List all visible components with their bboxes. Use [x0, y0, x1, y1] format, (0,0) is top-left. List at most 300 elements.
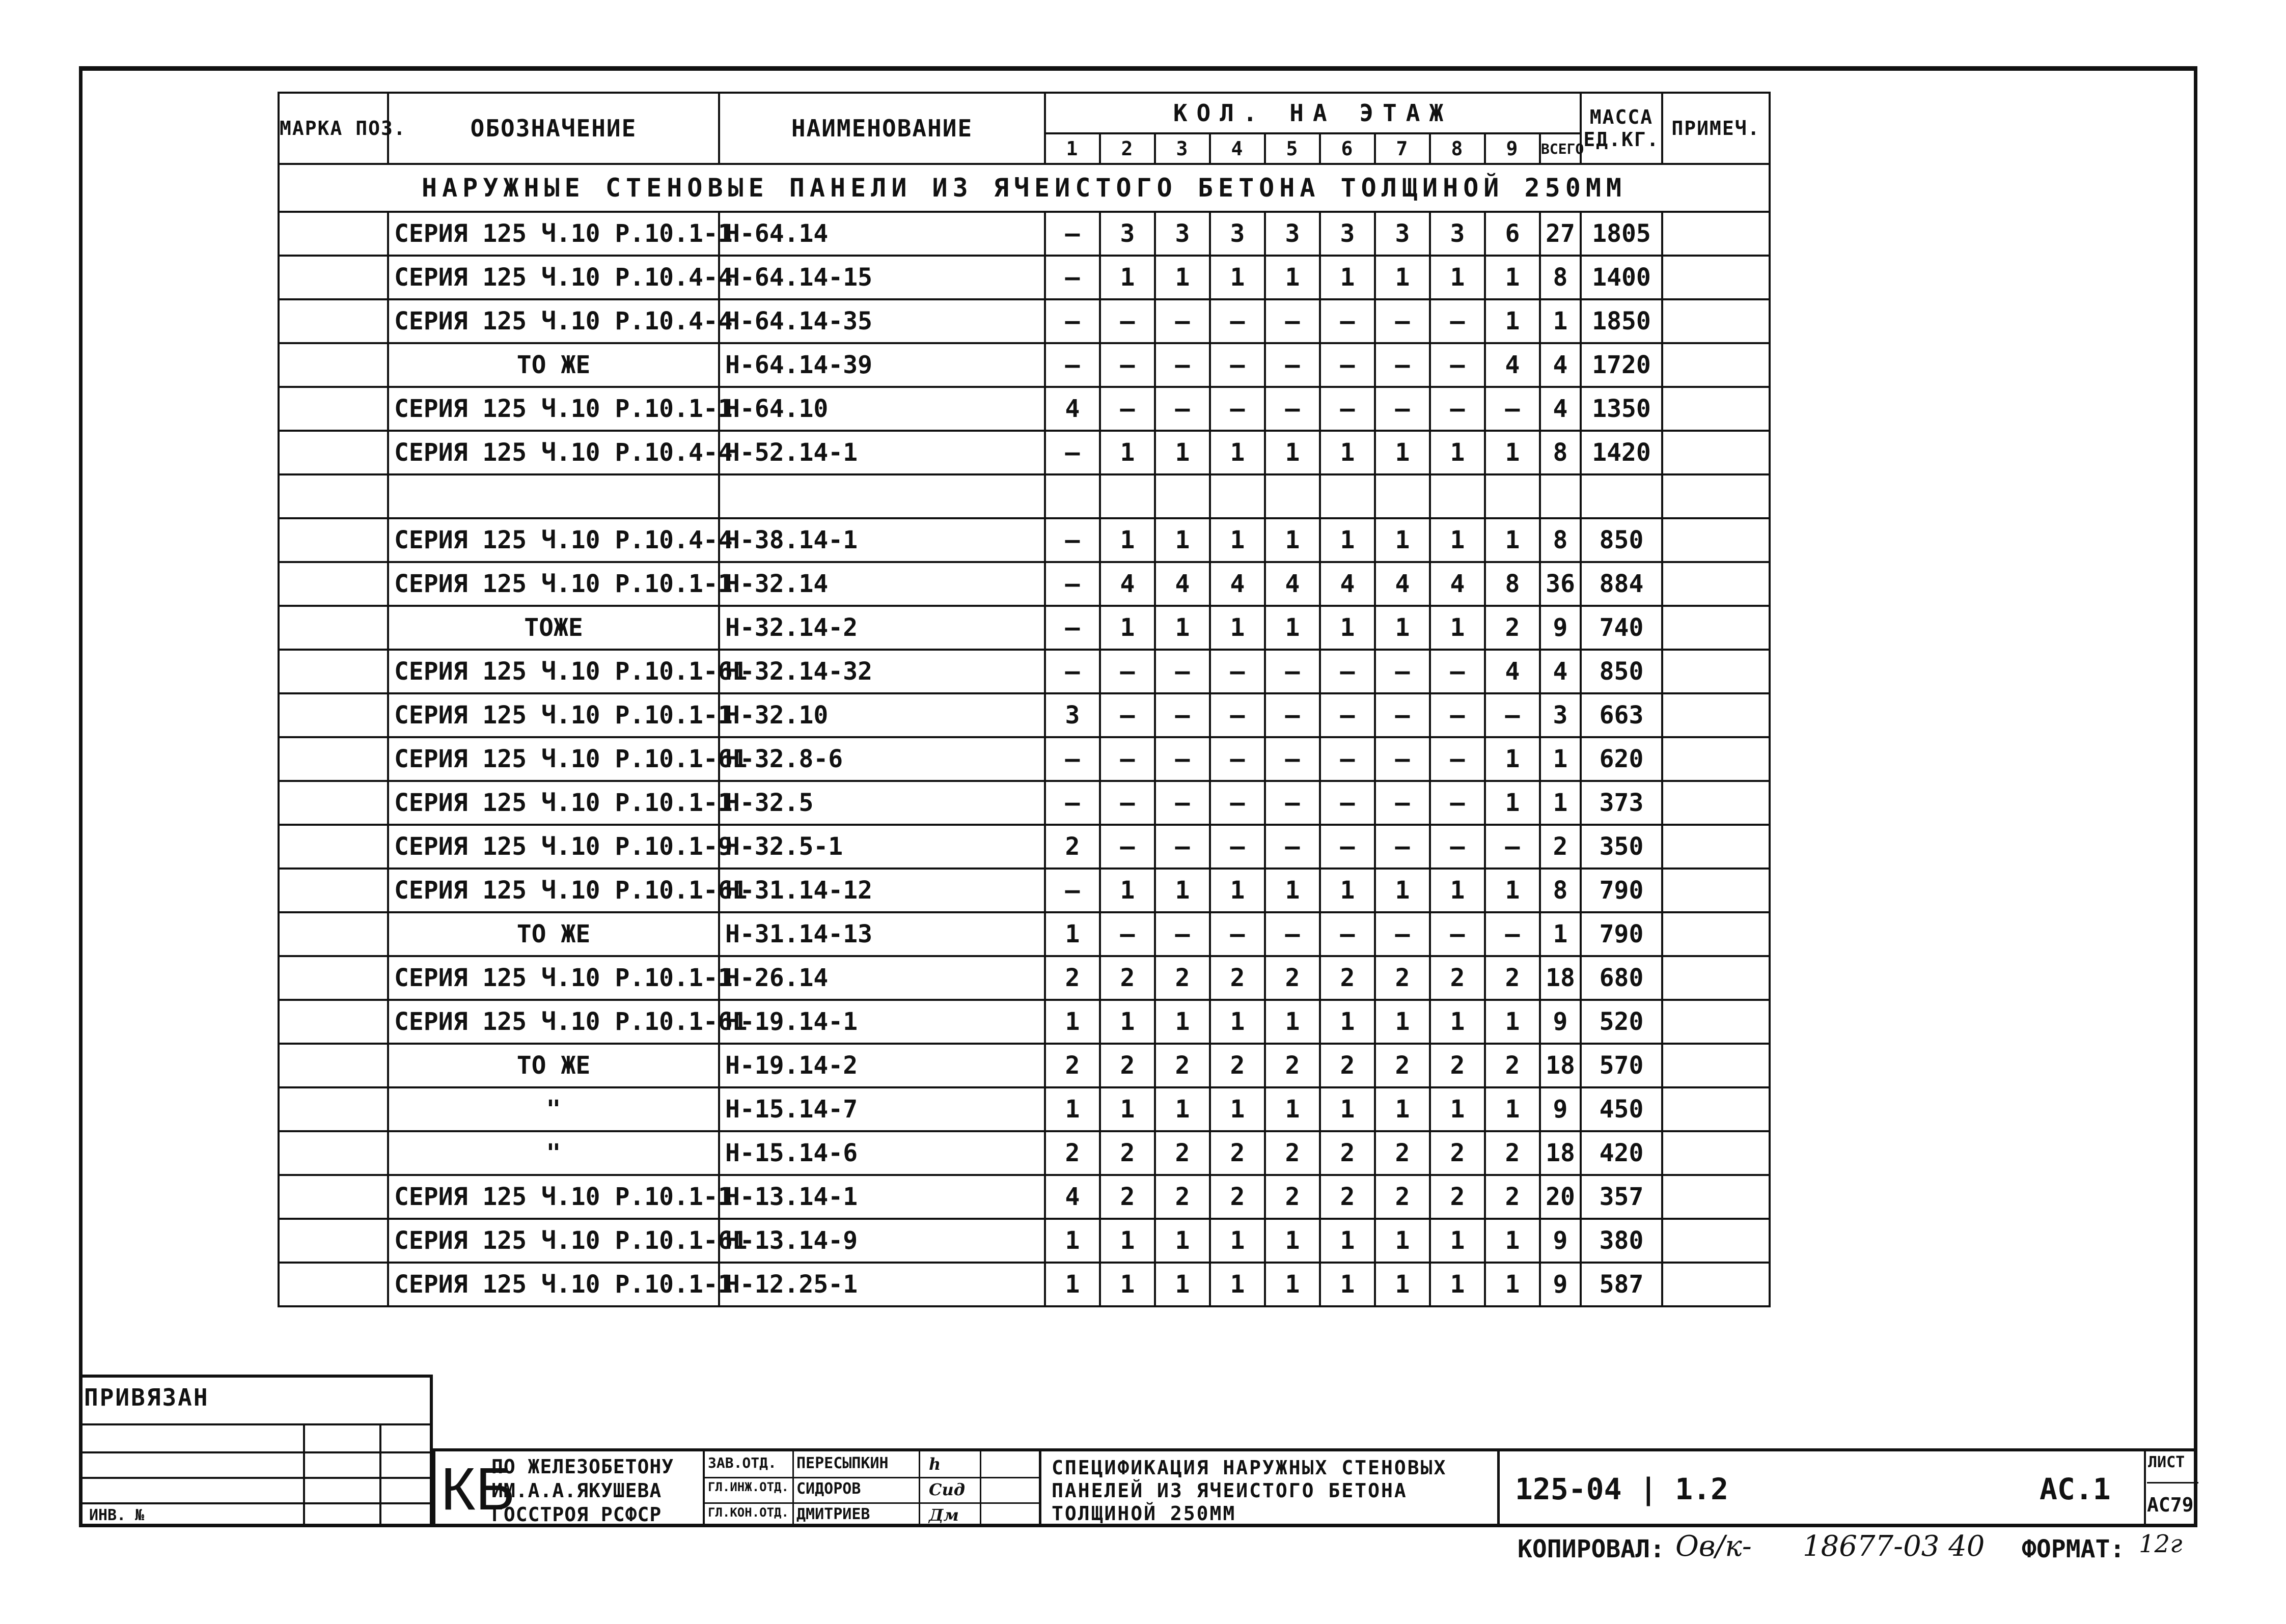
floor-qty-cell: — [1485, 693, 1540, 737]
table-row [279, 387, 1770, 431]
name-cell: Н-64.14-39 [719, 343, 1045, 387]
name-cell: Н-32.5-1 [719, 825, 1045, 869]
section-title: НАРУЖНЫЕ СТЕНОВЫЕ ПАНЕЛИ ИЗ ЯЧЕИСТОГО БЕТОНА ТОЛЩИНОЙ 250ММ [279, 164, 1770, 212]
table-row [279, 869, 1770, 912]
floor-qty-cell: 2 [1155, 956, 1210, 1000]
floor-qty-cell: 1 [1210, 1087, 1265, 1131]
floor-qty-cell: 2 [1430, 1175, 1485, 1219]
designation-cell: СЕРИЯ 125 Ч.10 Р.10.1-61 [388, 1219, 719, 1263]
designation-cell: СЕРИЯ 125 Ч.10 Р.10.4-4 [388, 299, 719, 343]
org-line-2: ИМ.А.А.ЯКУШЕВА [491, 1479, 662, 1502]
note-cell [1662, 606, 1770, 650]
floor-qty-cell: 1 [1485, 1219, 1540, 1263]
floor-qty-cell: 1 [1430, 606, 1485, 650]
total-cell: 1 [1540, 912, 1581, 956]
organization-block [433, 1448, 703, 1527]
floor-qty-cell: 2 [1210, 1044, 1265, 1087]
designation-cell: СЕРИЯ 125 Ч.10 Р.10.1-1 [388, 956, 719, 1000]
header-floor-5: 5 [1265, 133, 1320, 164]
total-cell: 2 [1540, 825, 1581, 869]
floor-qty-cell: — [1430, 737, 1485, 781]
floor-qty-cell: 1 [1045, 1087, 1100, 1131]
name-cell: Н-32.14 [719, 562, 1045, 606]
floor-qty-cell: 1 [1210, 431, 1265, 474]
designation-cell: ТОЖЕ [388, 606, 719, 650]
mark-cell [279, 737, 388, 781]
mark-cell [279, 474, 388, 518]
mark-cell [279, 912, 388, 956]
floor-qty-cell: 1 [1100, 518, 1155, 562]
floor-qty-cell: — [1375, 387, 1430, 431]
designation-cell: СЕРИЯ 125 Ч.10 Р.10.4-4 [388, 256, 719, 299]
floor-qty-cell: 1 [1320, 431, 1375, 474]
floor-qty-cell: 4 [1430, 562, 1485, 606]
total-cell: 4 [1540, 650, 1581, 693]
floor-qty-cell: 4 [1320, 562, 1375, 606]
floor-qty-cell: — [1045, 343, 1100, 387]
floor-qty-cell: 2 [1045, 1131, 1100, 1175]
note-cell [1662, 825, 1770, 869]
mass-cell: 790 [1581, 912, 1662, 956]
floor-qty-cell: — [1045, 869, 1100, 912]
title-line-1: СПЕЦИФИКАЦИЯ НАРУЖНЫХ СТЕНОВЫХ [1052, 1457, 1447, 1479]
mass-cell: 740 [1581, 606, 1662, 650]
floor-qty-cell: 2 [1210, 1175, 1265, 1219]
name-cell: Н-64.10 [719, 387, 1045, 431]
name-cell: Н-64.14-35 [719, 299, 1045, 343]
floor-qty-cell: 2 [1375, 1131, 1430, 1175]
table-header [279, 93, 1770, 164]
table-row [279, 693, 1770, 737]
floor-qty-cell: 1 [1265, 869, 1320, 912]
floor-qty-cell: 2 [1430, 1131, 1485, 1175]
mark-cell [279, 343, 388, 387]
floor-qty-cell: 1 [1485, 1263, 1540, 1306]
note-cell [1662, 212, 1770, 256]
floor-qty-cell: 2 [1100, 956, 1155, 1000]
floor-qty-cell: 1 [1430, 431, 1485, 474]
floor-qty-cell: — [1045, 737, 1100, 781]
total-cell: 1 [1540, 299, 1581, 343]
floor-qty-cell: 1 [1485, 431, 1540, 474]
designation-cell: СЕРИЯ 125 Ч.10 Р.10.4-4 [388, 431, 719, 474]
name-cell: Н-38.14-1 [719, 518, 1045, 562]
designation-cell: СЕРИЯ 125 Ч.10 Р.10.1-1 [388, 562, 719, 606]
mark-cell [279, 1044, 388, 1087]
table-row [279, 212, 1770, 256]
floor-qty-cell: — [1320, 387, 1375, 431]
floor-qty-cell: 1 [1485, 518, 1540, 562]
total-cell: 18 [1540, 1131, 1581, 1175]
designation-cell: СЕРИЯ 125 Ч.10 Р.10.1-1 [388, 387, 719, 431]
floor-qty-cell: — [1210, 650, 1265, 693]
floor-qty-cell: 1 [1210, 518, 1265, 562]
mass-cell: 570 [1581, 1044, 1662, 1087]
name-cell: Н-64.14 [719, 212, 1045, 256]
signature: ℎ [929, 1454, 941, 1474]
table-row [279, 956, 1770, 1000]
designation-cell: СЕРИЯ 125 Ч.10 Р.10.1-61 [388, 869, 719, 912]
mark-cell [279, 781, 388, 825]
note-cell [1662, 1263, 1770, 1306]
floor-qty-cell: — [1265, 650, 1320, 693]
floor-qty-cell: 2 [1320, 956, 1375, 1000]
mass-cell: 1720 [1581, 343, 1662, 387]
mark-cell [279, 212, 388, 256]
name-cell: Н-52.14-1 [719, 431, 1045, 474]
table-row [279, 912, 1770, 956]
floor-qty-cell: 3 [1045, 693, 1100, 737]
note-cell [1662, 781, 1770, 825]
floor-qty-cell: 1 [1485, 781, 1540, 825]
table-row [279, 737, 1770, 781]
total-cell: 1 [1540, 737, 1581, 781]
mass-cell: 357 [1581, 1175, 1662, 1219]
floor-qty-cell: 2 [1155, 1175, 1210, 1219]
floor-qty-cell: — [1320, 299, 1375, 343]
total-cell: 18 [1540, 956, 1581, 1000]
floor-qty-cell: — [1045, 781, 1100, 825]
floor-qty-cell: — [1485, 825, 1540, 869]
person: ПЕРЕСЫПКИН [796, 1454, 889, 1472]
header-floor-3: 3 [1155, 133, 1210, 164]
mark-cell [279, 1000, 388, 1044]
floor-qty-cell: 4 [1210, 562, 1265, 606]
note-cell [1662, 299, 1770, 343]
floor-qty-cell: 1 [1045, 1219, 1100, 1263]
floor-qty-cell: — [1265, 387, 1320, 431]
table-row [279, 825, 1770, 869]
note-cell [1662, 1087, 1770, 1131]
format-value: 12г [2139, 1530, 2183, 1558]
floor-qty-cell: 1 [1320, 518, 1375, 562]
total-cell: 9 [1540, 1219, 1581, 1263]
floor-qty-cell: 2 [1375, 1175, 1430, 1219]
name-cell [719, 474, 1045, 518]
floor-qty-cell: 1 [1375, 1000, 1430, 1044]
floor-qty-cell: 2 [1485, 1175, 1540, 1219]
total-cell: 4 [1540, 343, 1581, 387]
floor-qty-cell: 1 [1430, 869, 1485, 912]
drawing-code-block [1497, 1448, 2144, 1527]
mass-cell: 587 [1581, 1263, 1662, 1306]
floor-qty-cell: — [1265, 781, 1320, 825]
drawing-set: АС.1 [2040, 1472, 2111, 1506]
floor-qty-cell: 1 [1430, 256, 1485, 299]
floor-qty-cell: — [1155, 343, 1210, 387]
person: ДМИТРИЕВ [796, 1505, 870, 1523]
designation-cell: СЕРИЯ 125 Ч.10 Р.10.1-61 [388, 737, 719, 781]
floor-qty-cell: — [1155, 299, 1210, 343]
floor-qty-cell: 1 [1320, 1000, 1375, 1044]
mark-cell [279, 299, 388, 343]
name-cell: Н-31.14-12 [719, 869, 1045, 912]
name-cell: Н-15.14-6 [719, 1131, 1045, 1175]
floor-qty-cell: 1 [1155, 1000, 1210, 1044]
person: СИДОРОВ [796, 1480, 861, 1498]
floor-qty-cell: 1 [1485, 256, 1540, 299]
floor-qty-cell: — [1320, 343, 1375, 387]
floor-qty-cell: 1 [1265, 1000, 1320, 1044]
floor-qty-cell: 1 [1265, 606, 1320, 650]
note-cell [1662, 737, 1770, 781]
floor-qty-cell: — [1430, 825, 1485, 869]
floor-qty-cell: 1 [1430, 1219, 1485, 1263]
binding-stamp [79, 1375, 433, 1527]
total-cell: 8 [1540, 431, 1581, 474]
floor-qty-cell: 1 [1320, 606, 1375, 650]
floor-qty-cell: — [1045, 212, 1100, 256]
floor-qty-cell: 1 [1265, 256, 1320, 299]
mass-cell: 1350 [1581, 387, 1662, 431]
floor-qty-cell: 2 [1155, 1044, 1210, 1087]
floor-qty-cell: — [1155, 693, 1210, 737]
header-floor-6: 6 [1320, 133, 1375, 164]
floor-qty-cell: — [1100, 912, 1155, 956]
mass-cell: 850 [1581, 518, 1662, 562]
floor-qty-cell: 2 [1265, 1044, 1320, 1087]
floor-qty-cell: 2 [1265, 956, 1320, 1000]
floor-qty-cell [1320, 474, 1375, 518]
name-cell: Н-13.14-9 [719, 1219, 1045, 1263]
mark-cell [279, 869, 388, 912]
floor-qty-cell: 1 [1155, 606, 1210, 650]
header-name: НАИМЕНОВАНИЕ [719, 93, 1045, 164]
floor-qty-cell: — [1430, 299, 1485, 343]
floor-qty-cell: 1 [1375, 431, 1430, 474]
table-row [279, 518, 1770, 562]
floor-qty-cell: 1 [1155, 431, 1210, 474]
mass-cell: 1420 [1581, 431, 1662, 474]
floor-qty-cell: — [1155, 912, 1210, 956]
floor-qty-cell: 1 [1155, 518, 1210, 562]
floor-qty-cell: — [1375, 825, 1430, 869]
copied-label: КОПИРОВАЛ: [1518, 1535, 1665, 1563]
mass-cell: 1805 [1581, 212, 1662, 256]
floor-qty-cell [1155, 474, 1210, 518]
kb-logo: КБ [440, 1455, 515, 1523]
floor-qty-cell: — [1320, 693, 1375, 737]
role: ГЛ.КОН.ОТД. [708, 1505, 789, 1520]
floor-qty-cell: 2 [1210, 956, 1265, 1000]
total-cell: 8 [1540, 518, 1581, 562]
floor-qty-cell: 1 [1430, 1087, 1485, 1131]
mark-cell [279, 431, 388, 474]
total-cell: 4 [1540, 387, 1581, 431]
designation-cell: ТО ЖЕ [388, 343, 719, 387]
floor-qty-cell: — [1100, 781, 1155, 825]
floor-qty-cell: — [1210, 299, 1265, 343]
floor-qty-cell: 4 [1155, 562, 1210, 606]
designation-cell: СЕРИЯ 125 Ч.10 Р.10.1-61 [388, 650, 719, 693]
floor-qty-cell: 1 [1210, 1000, 1265, 1044]
floor-qty-cell: — [1375, 693, 1430, 737]
designation-cell: " [388, 1087, 719, 1131]
mass-cell: 884 [1581, 562, 1662, 606]
floor-qty-cell: 2 [1100, 1175, 1155, 1219]
floor-qty-cell: — [1045, 606, 1100, 650]
floor-qty-cell: 1 [1045, 912, 1100, 956]
floor-qty-cell: 1 [1485, 869, 1540, 912]
note-cell [1662, 518, 1770, 562]
floor-qty-cell: 2 [1485, 606, 1540, 650]
floor-qty-cell: — [1430, 693, 1485, 737]
table-body [279, 164, 1770, 1306]
specification-table [278, 92, 1771, 1307]
floor-qty-cell: — [1100, 299, 1155, 343]
mark-cell [279, 1087, 388, 1131]
floor-qty-cell: — [1045, 562, 1100, 606]
floor-qty-cell: 1 [1210, 256, 1265, 299]
header-floor-1: 1 [1045, 133, 1100, 164]
total-cell: 20 [1540, 1175, 1581, 1219]
floor-qty-cell: 1 [1430, 1000, 1485, 1044]
floor-qty-cell: 4 [1375, 562, 1430, 606]
mass-cell: 450 [1581, 1087, 1662, 1131]
mass-cell: 850 [1581, 650, 1662, 693]
floor-qty-cell [1485, 474, 1540, 518]
mark-cell [279, 1175, 388, 1219]
floor-qty-cell: — [1265, 912, 1320, 956]
note-cell [1662, 912, 1770, 956]
floor-qty-cell: 4 [1485, 650, 1540, 693]
total-cell: 1 [1540, 781, 1581, 825]
floor-qty-cell: 3 [1155, 212, 1210, 256]
name-cell: Н-26.14 [719, 956, 1045, 1000]
header-qty-per-floor: КОЛ. НА ЭТАЖ [1045, 93, 1581, 133]
floor-qty-cell: — [1210, 693, 1265, 737]
note-cell [1662, 343, 1770, 387]
floor-qty-cell: 1 [1485, 299, 1540, 343]
floor-qty-cell: — [1155, 650, 1210, 693]
header-floor-7: 7 [1375, 133, 1430, 164]
floor-qty-cell: 1 [1430, 1263, 1485, 1306]
floor-qty-cell: — [1375, 781, 1430, 825]
floor-qty-cell: 1 [1265, 1087, 1320, 1131]
mark-cell [279, 1219, 388, 1263]
floor-qty-cell: — [1265, 299, 1320, 343]
designation-cell: " [388, 1131, 719, 1175]
floor-qty-cell: 1 [1375, 606, 1430, 650]
signatures-block [703, 1448, 1039, 1527]
floor-qty-cell: 2 [1375, 1044, 1430, 1087]
floor-qty-cell: 1 [1265, 518, 1320, 562]
total-cell: 9 [1540, 1087, 1581, 1131]
name-cell: Н-19.14-2 [719, 1044, 1045, 1087]
format-label: ФОРМАТ: [2022, 1535, 2125, 1563]
floor-qty-cell: 1 [1375, 256, 1430, 299]
note-cell [1662, 387, 1770, 431]
floor-qty-cell: — [1155, 387, 1210, 431]
floor-qty-cell: 1 [1485, 737, 1540, 781]
mass-cell: 373 [1581, 781, 1662, 825]
floor-qty-cell: — [1320, 825, 1375, 869]
bound-label: ПРИВЯЗАН [84, 1384, 209, 1411]
floor-qty-cell: — [1045, 518, 1100, 562]
note-cell [1662, 1000, 1770, 1044]
floor-qty-cell: — [1265, 693, 1320, 737]
floor-qty-cell: 1 [1210, 1219, 1265, 1263]
designation-cell: СЕРИЯ 125 Ч.10 Р.10.1-1 [388, 781, 719, 825]
name-cell: Н-12.25-1 [719, 1263, 1045, 1306]
name-cell: Н-32.14-2 [719, 606, 1045, 650]
floor-qty-cell: 1 [1210, 1263, 1265, 1306]
floor-qty-cell: 2 [1375, 956, 1430, 1000]
table-row [279, 1087, 1770, 1131]
floor-qty-cell: 1 [1155, 1087, 1210, 1131]
floor-qty-cell [1100, 474, 1155, 518]
designation-cell: ТО ЖЕ [388, 912, 719, 956]
floor-qty-cell: — [1100, 825, 1155, 869]
designation-cell: СЕРИЯ 125 Ч.10 Р.10.1-1 [388, 1263, 719, 1306]
header-total: ВСЕГО [1540, 133, 1581, 164]
drawing-title-block [1039, 1448, 1497, 1527]
total-cell: 9 [1540, 1000, 1581, 1044]
floor-qty-cell: 1 [1375, 1263, 1430, 1306]
stamp-vline [303, 1423, 305, 1527]
floor-qty-cell: 1 [1210, 606, 1265, 650]
mass-cell: 420 [1581, 1131, 1662, 1175]
floor-qty-cell [1045, 474, 1100, 518]
floor-qty-cell: 3 [1100, 212, 1155, 256]
mark-cell [279, 650, 388, 693]
floor-qty-cell: — [1100, 737, 1155, 781]
floor-qty-cell: — [1320, 912, 1375, 956]
floor-qty-cell: — [1375, 343, 1430, 387]
signature-row [705, 1502, 1041, 1528]
mark-cell [279, 1263, 388, 1306]
total-cell: 27 [1540, 212, 1581, 256]
table-row [279, 299, 1770, 343]
floor-qty-cell: 3 [1430, 212, 1485, 256]
signature: Сид [929, 1480, 965, 1499]
floor-qty-cell: — [1045, 650, 1100, 693]
header-floor-4: 4 [1210, 133, 1265, 164]
designation-cell: СЕРИЯ 125 Ч.10 Р.10.1-9 [388, 825, 719, 869]
name-cell: Н-64.14-15 [719, 256, 1045, 299]
floor-qty-cell: 4 [1045, 387, 1100, 431]
name-cell: Н-32.5 [719, 781, 1045, 825]
total-cell: 8 [1540, 869, 1581, 912]
table-row [279, 431, 1770, 474]
name-cell: Н-13.14-1 [719, 1175, 1045, 1219]
note-cell [1662, 869, 1770, 912]
floor-qty-cell: 1 [1375, 1219, 1430, 1263]
floor-qty-cell: — [1485, 387, 1540, 431]
header-floor-8: 8 [1430, 133, 1485, 164]
floor-qty-cell: — [1210, 737, 1265, 781]
total-cell: 3 [1540, 693, 1581, 737]
floor-qty-cell: 1 [1320, 1219, 1375, 1263]
inventory-number-label: ИНВ. № [89, 1506, 145, 1524]
table-row [279, 474, 1770, 518]
floor-qty-cell: — [1375, 737, 1430, 781]
mass-cell: 1400 [1581, 256, 1662, 299]
table-row [279, 1175, 1770, 1219]
note-cell [1662, 562, 1770, 606]
table-row [279, 256, 1770, 299]
floor-qty-cell: 1 [1155, 1219, 1210, 1263]
floor-qty-cell: — [1210, 781, 1265, 825]
header-mark: МАРКА ПОЗ. [279, 93, 388, 164]
floor-qty-cell: 1 [1100, 869, 1155, 912]
floor-qty-cell: 2 [1485, 956, 1540, 1000]
signature: Дм [929, 1505, 959, 1525]
note-cell [1662, 956, 1770, 1000]
floor-qty-cell: 1 [1100, 1263, 1155, 1306]
name-cell: Н-32.14-32 [719, 650, 1045, 693]
header-designation: ОБОЗНАЧЕНИЕ [388, 93, 719, 164]
